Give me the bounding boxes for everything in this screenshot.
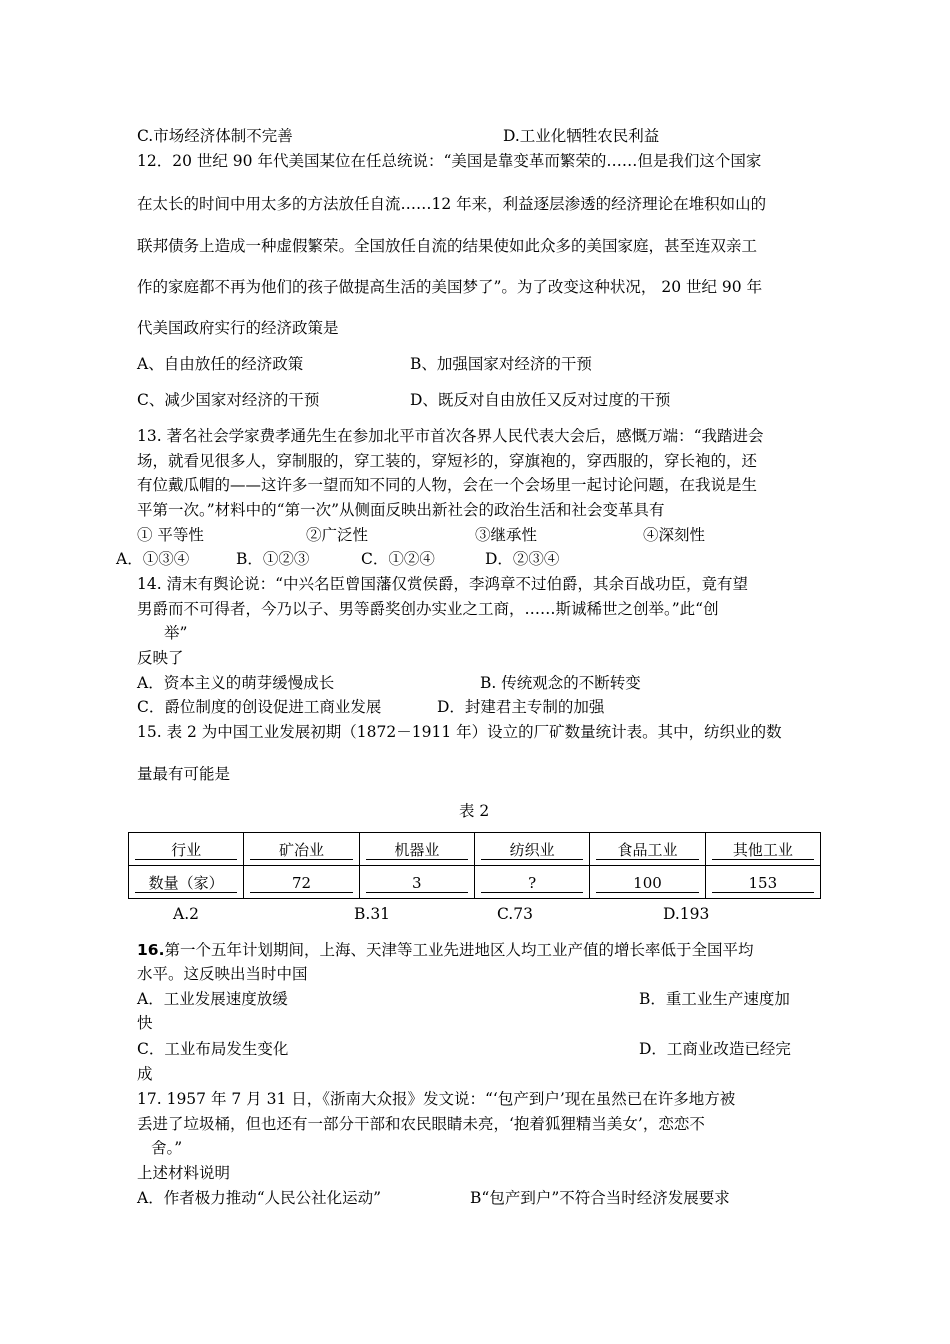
table-caption: 表 2: [459, 802, 490, 820]
q15-option-b: B.31: [354, 905, 391, 923]
table-header-cell: 矿冶业: [244, 833, 359, 866]
q16-stem-line: 水平。这反映出当时中国: [137, 965, 308, 983]
q12-option-b: B、加强国家对经济的干预: [410, 355, 592, 373]
q14-option-a: A．资本主义的萌芽缓慢成长: [137, 674, 335, 692]
q13-option-d: D．②③④: [485, 550, 560, 568]
factory-count-table: [128, 832, 821, 899]
table-header-cell: 食品工业: [590, 833, 705, 866]
q16-option-d-wrap: 成: [137, 1065, 153, 1083]
table-header-cell: 机器业: [359, 833, 474, 866]
q11-option-d: D.工业化牺牲农民利益: [503, 127, 660, 145]
q16-option-d: D．工商业改造已经完: [639, 1040, 791, 1058]
table-cell: 3: [359, 866, 474, 899]
q12-option-c: C、减少国家对经济的干预: [137, 391, 320, 409]
q13-stem-line: 平第一次。”材料中的“第一次”从侧面反映出新社会的政治生活和社会变革具有: [137, 501, 665, 519]
q16-option-a: A．工业发展速度放缓: [137, 990, 288, 1008]
table-cell: 72: [244, 866, 359, 899]
table-cell: 数量（家）: [129, 866, 244, 899]
q16-stem-line: [137, 940, 753, 960]
q14-stem-line: 14. 清末有舆论说：“中兴名臣曾国藩仅赏侯爵，李鸿章不过伯爵，其余百战功臣，竟有望: [137, 575, 749, 593]
q12-option-d: D、既反对自由放任又反对过度的干预: [410, 391, 671, 409]
q12-stem-line: 联邦债务上造成一种虚假繁荣。全国放任自流的结果使如此众多的美国家庭，甚至连双亲工: [137, 237, 758, 255]
table-header-row: [129, 833, 821, 866]
q14-stem-line: 举”: [164, 624, 188, 642]
q13-item: ① 平等性: [137, 526, 204, 544]
q15-stem-line: 量最有可能是: [137, 765, 231, 783]
q16-stem-text: 第一个五年计划期间，上海、天津等工业先进地区人均工业产值的增长率低于全国平均: [164, 941, 754, 959]
table-header-cell: 行业: [129, 833, 244, 866]
table-header-cell: 其他工业: [705, 833, 820, 866]
q14-option-b: B. 传统观念的不断转变: [480, 674, 641, 692]
q13-item: ②广泛性: [306, 526, 369, 544]
table-row: [129, 866, 821, 899]
q15-option-c: C.73: [497, 905, 533, 923]
q14-stem-line: 反映了: [137, 649, 184, 667]
q15-option-a: A.2: [173, 905, 199, 923]
q17-option-a: A．作者极力推动“人民公社化运动”: [137, 1189, 382, 1207]
q14-option-c: C．爵位制度的创设促进工商业发展: [137, 698, 382, 716]
table-header-cell: 纺织业: [474, 833, 589, 866]
q13-item: ③继承性: [475, 526, 538, 544]
q16-option-c: C．工业布局发生变化: [137, 1040, 289, 1058]
q17-stem-line: 上述材料说明: [137, 1164, 231, 1182]
q14-stem-line: 男爵而不可得者，今乃以子、男等爵奖创办实业之工商，……斯诚稀世之创举。”此“创: [137, 600, 719, 618]
q15-stem-line: 15. 表 2 为中国工业发展初期（1872－1911 年）设立的厂矿数量统计表。其中，纺织业的数: [137, 723, 782, 741]
q11-option-c: C.市场经济体制不完善: [137, 127, 293, 145]
q12-option-a: A、自由放任的经济政策: [137, 355, 304, 373]
q16-option-b-wrap: 快: [137, 1014, 153, 1032]
q12-stem-line: 代美国政府实行的经济政策是: [137, 319, 339, 337]
q17-stem-line: 17. 1957 年 7 月 31 日，《浙南大众报》发文说：“‘包产到户’现在虽然已在许多地方被: [137, 1090, 736, 1108]
q16-number: 16.: [137, 941, 165, 959]
q13-option-c: C．①②④: [361, 550, 435, 568]
q17-stem-line: 舍。”: [151, 1139, 183, 1157]
q13-stem-line: 场，就看见很多人，穿制服的，穿工装的，穿短衫的，穿旗袍的，穿西服的，穿长袍的，还: [137, 452, 758, 470]
q14-option-d: D．封建君主专制的加强: [437, 698, 605, 716]
q13-option-b: B．①②③: [236, 550, 310, 568]
q12-stem-line: 在太长的时间中用太多的方法放任自流……12 年来，利益逐层渗透的经济理论在堆积如山的: [137, 195, 767, 213]
q15-option-d: D.193: [663, 905, 710, 923]
q13-item: ④深刻性: [643, 526, 706, 544]
table-cell: 100: [590, 866, 705, 899]
q13-stem-line: 13. 著名社会学家费孝通先生在参加北平市首次各界人民代表大会后，感慨万端：“我踏进会: [137, 427, 764, 445]
q12-stem-line: 作的家庭都不再为他们的孩子做提高生活的美国梦了”。为了改变这种状况， 20 世纪 90 年: [137, 278, 763, 296]
q13-stem-line: 有位戴瓜帽的——这许多一望而知不同的人物，会在一个会场里一起讨论问题，在我说是生: [137, 476, 758, 494]
q12-stem-line: 12．20 世纪 90 年代美国某位在任总统说：“美国是靠变革而繁荣的……但是我们这个国家: [137, 152, 762, 170]
table-cell: ?: [474, 866, 589, 899]
q17-stem-line: 丢进了垃圾桶，但也还有一部分干部和农民眼睛未亮，‘抱着狐狸精当美女’，恋恋不: [137, 1115, 705, 1133]
table-cell: 153: [705, 866, 820, 899]
q17-option-b: B“包产到户”不符合当时经济发展要求: [470, 1189, 730, 1207]
q16-option-b: B．重工业生产速度加: [639, 990, 790, 1008]
q13-option-a: A．①③④: [116, 550, 190, 568]
